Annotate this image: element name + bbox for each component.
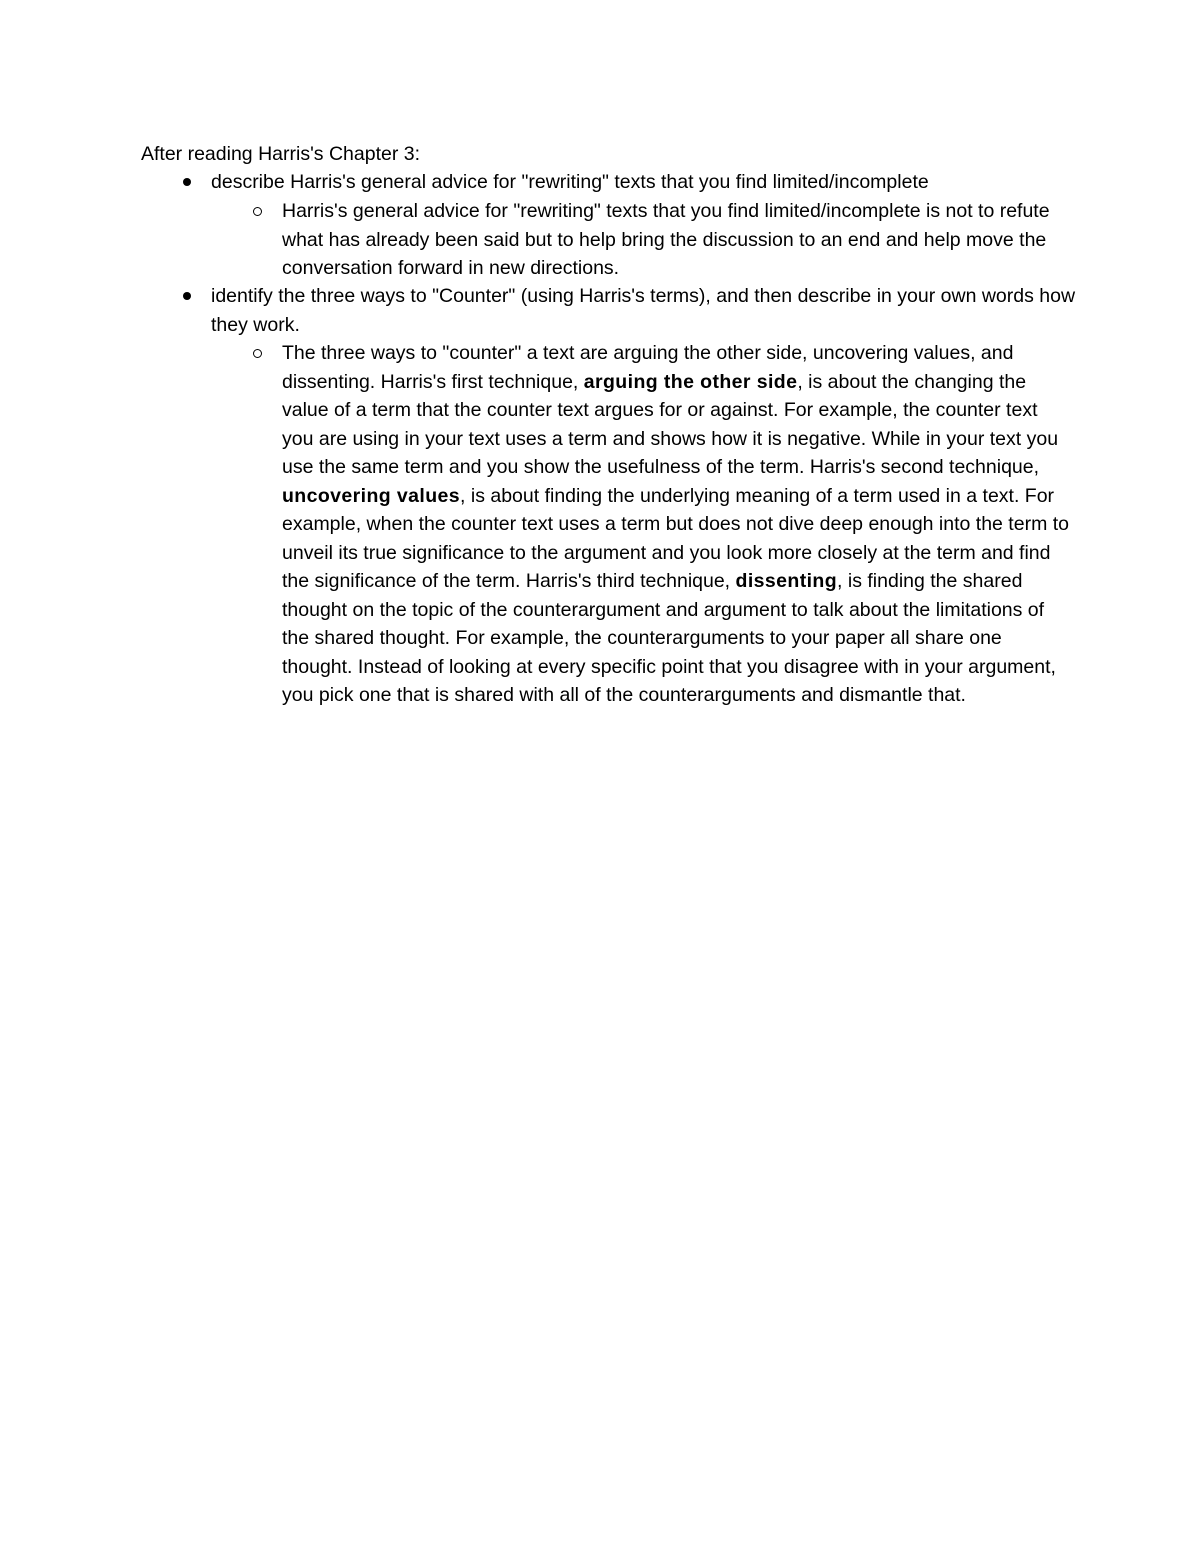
question-2-text: identify the three ways to "Counter" (using Harris's terms), and then describe in your own words how they work. bbox=[211, 285, 1076, 336]
term-arguing-the-other-side: arguing the other side bbox=[583, 370, 798, 393]
answer-2-intro: The three ways to "counter" a text are arguing the other side, uncovering values, and dissenting. Harris's first technique, bbox=[282, 342, 1014, 393]
list-item-question-2 bbox=[211, 282, 1081, 339]
document-heading: After reading Harris's Chapter 3: bbox=[141, 143, 421, 165]
term-uncovering-values: uncovering values bbox=[282, 484, 461, 507]
hollow-bullet-icon bbox=[253, 349, 262, 358]
answer-2-first-technique: , is about the changing the value of a term that the counter text argues for or against. For example, the counter text you are using in your text uses a term and shows how it is negative. While in your text you use the same term and you show the usefulness of the term. Harris's second technique, bbox=[282, 370, 1059, 478]
answer-2-text bbox=[282, 339, 1072, 710]
answer-1-text: Harris's general advice for "rewriting" texts that you find limited/incomplete is not to refute what has already been said but to help bring the discussion to an end and help move the conversation forward in new directions. bbox=[282, 200, 1050, 279]
answer-2-second-technique: , is about finding the underlying meaning of a term used in a text. For example, when the counter text uses a term but does not dive deep enough into the term to unveil its true significance to the argument and you look more closely at the term and find the significance of the term. Harris's third technique, bbox=[282, 484, 1069, 592]
list-item-question-1 bbox=[211, 168, 1081, 197]
answer-2-third-technique: , is finding the shared thought on the topic of the counterargument and argument to talk about the limitations of the shared thought. For example, the counterarguments to your paper all share one thought. Instead of looking at every specific point that you disagree with in your argument, you pick one that is shared with all of the counterarguments and dismantle that. bbox=[282, 570, 1056, 706]
term-dissenting: dissenting bbox=[735, 570, 838, 592]
list-item-answer-2 bbox=[282, 339, 1072, 710]
list-item-answer-1 bbox=[282, 197, 1072, 283]
filled-bullet-icon bbox=[183, 178, 191, 186]
hollow-bullet-icon bbox=[253, 207, 262, 216]
question-1-text: describe Harris's general advice for "rewriting" texts that you find limited/incomplete bbox=[211, 171, 929, 193]
filled-bullet-icon bbox=[183, 292, 191, 300]
